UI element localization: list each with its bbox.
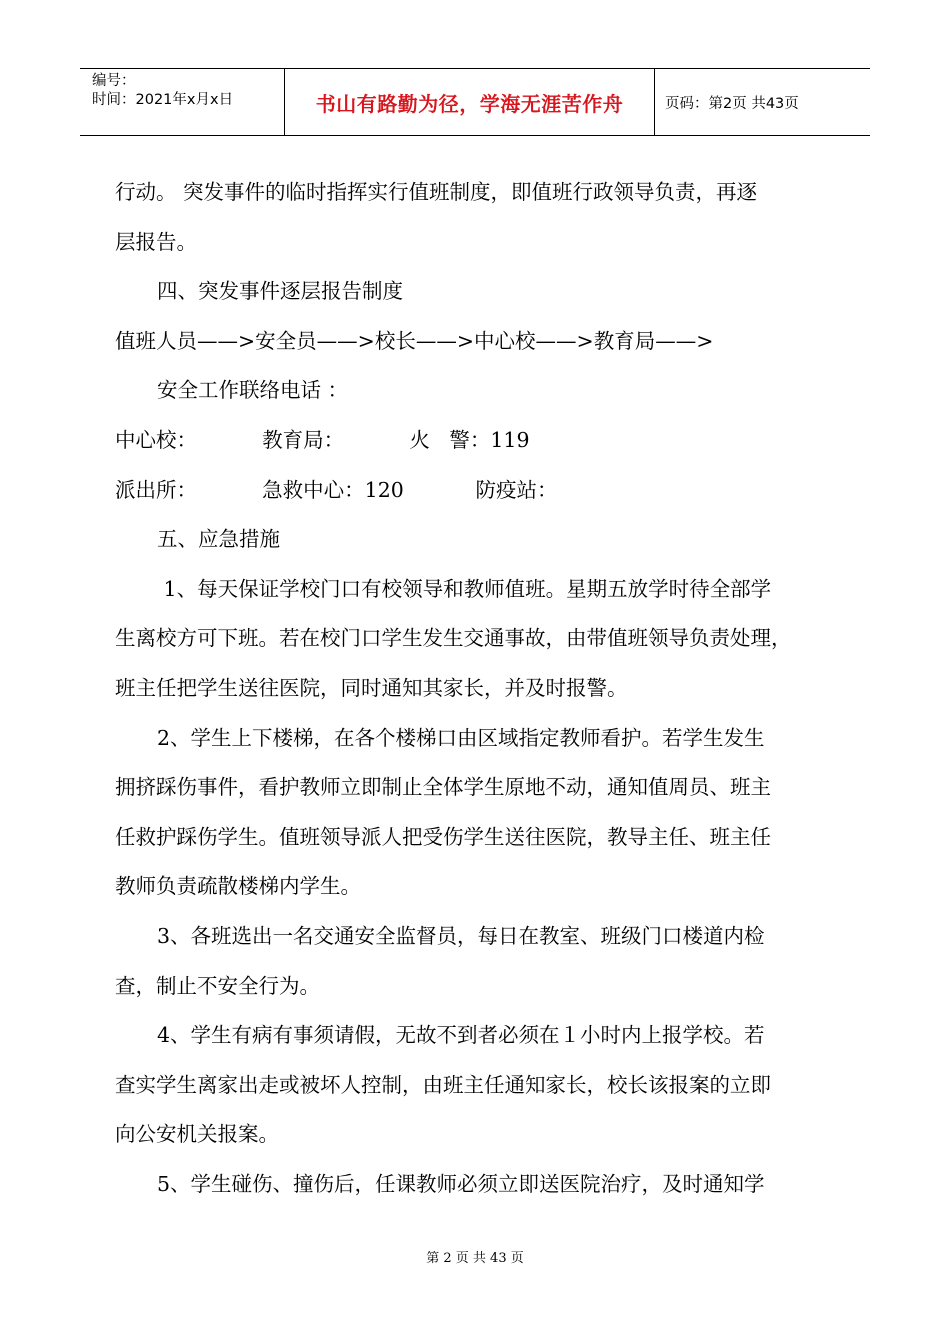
body-line: 5、学生碰伤、撞伤后，任课教师必须立即送医院治疗，及时通知学 xyxy=(157,1171,765,1196)
body-line: 1、每天保证学校门口有校领导和教师值班。星期五放学时待全部学 xyxy=(157,576,772,601)
body-line: 生离校方可下班。若在校门口学生发生交通事故，由带值班领导负责处理， xyxy=(115,626,792,651)
reporting-chain: 值班人员——>安全员——>校长——>中心校——>教育局——> xyxy=(115,328,714,353)
body-line: 2、学生上下楼梯，在各个楼梯口由区域指定教师看护。若学生发生 xyxy=(157,725,765,750)
header-motto: 书山有路勤为径，学海无涯苦作舟 xyxy=(285,69,655,135)
contact-line-2: 派出所： 急救中心：120 防疫站： xyxy=(115,477,558,502)
body-line: 向公安机关报案。 xyxy=(115,1122,279,1147)
page-header xyxy=(80,68,870,136)
contact-heading: 安全工作联络电话 ： xyxy=(157,378,349,403)
contact-line-1: 中心校： 教育局： 火 警：119 xyxy=(115,427,530,452)
body-line: 4、学生有病有事须请假，无故不到者必须在１小时内上报学校。若 xyxy=(157,1023,765,1048)
body-line: 任救护踩伤学生。值班领导派人把受伤学生送往医院，教导主任、班主任 xyxy=(115,824,771,849)
body-line: 查，制止不安全行为。 xyxy=(115,973,320,998)
body-line: 查实学生离家出走或被坏人控制，由班主任通知家长，校长该报案的立即 xyxy=(115,1072,771,1097)
body-line: 行动。 突发事件的临时指挥实行值班制度，即值班行政领导负责，再逐 xyxy=(115,180,758,204)
document-body xyxy=(115,168,855,1209)
section-heading-4: 四、突发事件逐层报告制度 xyxy=(157,279,403,304)
header-page-info: 页码：第2页 共43页 xyxy=(665,95,799,112)
page-footer: 第 2 页 共 43 页 xyxy=(426,1251,524,1266)
body-line: 教师负责疏散楼梯内学生。 xyxy=(115,874,361,899)
section-heading-5: 五、应急措施 xyxy=(157,527,280,552)
body-line: 层报告。 xyxy=(115,229,197,254)
document-number-label: 编号： xyxy=(92,73,136,89)
body-line: 班主任把学生送往医院，同时通知其家长，并及时报警。 xyxy=(115,675,628,700)
header-meta xyxy=(80,69,285,135)
document-time-label: 时间：2021年x月x日 xyxy=(92,92,234,108)
body-line: 3、各班选出一名交通安全监督员，每日在教室、班级门口楼道内检 xyxy=(157,923,765,948)
body-line: 拥挤踩伤事件，看护教师立即制止全体学生原地不动，通知值周员、班主 xyxy=(115,775,771,800)
